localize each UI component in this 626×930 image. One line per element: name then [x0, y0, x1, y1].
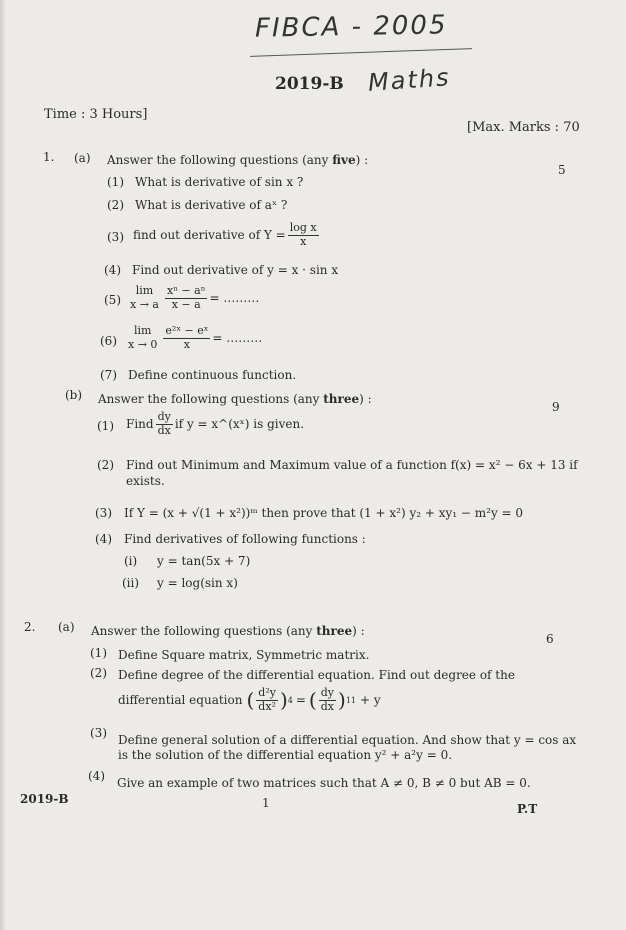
q1b-item-2-line2: exists. [126, 474, 165, 488]
q2a-item-2-num: (2) [90, 666, 107, 680]
q1a-item-2-num: (2) [107, 198, 124, 212]
q1a-item-5-num: (5) [104, 293, 121, 307]
q1b-sub-1-num: (i) [124, 554, 138, 568]
handwritten-code: FIBCA - 2005 [254, 10, 448, 44]
q1a-item-3-num: (3) [107, 230, 124, 244]
q1a-item-1-num: (1) [107, 175, 124, 189]
footer-paper-code: 2019-B [20, 792, 69, 806]
q1b-sub-2-text: y = log(sin x) [157, 576, 238, 590]
paper-code: 2019-B [275, 74, 344, 94]
q2a-item-1-text: Define Square matrix, Symmetric matrix. [118, 648, 370, 662]
q1a-item-7-num: (7) [100, 368, 117, 382]
q1a-item-6-expr: lim x → 0 $\frac{\text{e²ˣ − eˣ}}{x}$ = ……… [128, 324, 263, 352]
q1b-item-4-num: (4) [95, 532, 112, 546]
q1b-item-2-num: (2) [97, 458, 114, 472]
q1b-item-3-text: If Y = (x + √(1 + x²))ᵐ then prove that (1 + x²) y₂ + xy₁ − m²y = 0 [124, 506, 524, 520]
q2a-label: (a) [58, 620, 75, 634]
q1b-item-4-text: Find derivatives of following functions : [124, 532, 366, 546]
q1a-marks: 5 [558, 163, 566, 177]
q1a-item-7-text: Define continuous function. [128, 368, 297, 382]
q1a-item-3-expr: find out derivative of Y = $\frac{\text{log x}}{x}$ [133, 221, 317, 248]
q1b-item-1-num: (1) [97, 419, 114, 433]
q1b-item-2-line1: Find out Minimum and Maximum value of a function f(x) = x² − 6x + 13 if [126, 458, 578, 472]
q2a-prompt: Answer the following questions (any three) : [91, 624, 365, 638]
q2a-item-4-num: (4) [88, 769, 105, 783]
q1b-marks: 9 [552, 400, 560, 414]
q1a-item-1-text: What is derivative of sin x ? [135, 175, 304, 189]
q1a-item-4-num: (4) [104, 263, 121, 277]
pto-label: P.T [517, 802, 538, 816]
q1a-item-4-text: Find out derivative of y = x · sin x [132, 263, 339, 277]
q2a-item-3-line1: Define general solution of a differential equation. And show that y = cos ax [118, 733, 577, 747]
q1-number: 1. [43, 150, 55, 164]
q1b-sub-2-num: (ii) [122, 576, 140, 590]
q2a-item-2-expr: differential equation ( $\frac{\text{d²y}}{\text{dx²}}$ ) 4 = ( $\frac{dy}{dx}$ ) 11 + y [118, 686, 381, 713]
page-number: 1 [262, 796, 270, 810]
q2a-item-3-num: (3) [90, 726, 107, 740]
q1b-sub-1-text: y = tan(5x + 7) [157, 554, 251, 568]
max-marks: [Max. Marks : 70 [467, 120, 580, 135]
q2a-item-1-num: (1) [90, 646, 107, 660]
q1a-item-2-text: What is derivative of aˣ ? [135, 198, 288, 212]
q1b-prompt: Answer the following questions (any three) : [98, 392, 372, 406]
fraction: $\frac{\text{log x}}{x}$ [289, 221, 317, 248]
q1a-item-6-num: (6) [100, 334, 117, 348]
time-label: Time : 3 Hours] [44, 107, 148, 122]
q2a-marks: 6 [546, 632, 554, 646]
q1b-label: (b) [65, 388, 83, 402]
q2a-item-3-line2: is the solution of the differential equation y² + a²y = 0. [118, 748, 453, 762]
handwritten-underline [250, 48, 472, 57]
q1a-prompt: Answer the following questions (any five) : [107, 153, 369, 167]
q1a-item-5-expr: lim x → a $\frac{\text{xⁿ − aⁿ}}{x - a}$ = ……… [130, 284, 260, 312]
handwritten-subject: Maths [367, 63, 452, 97]
q1b-item-3-num: (3) [95, 506, 112, 520]
q1b-item-1-expr: Find $\frac{dy}{dx}$ if y = x^(xˣ) is given. [126, 410, 305, 437]
q2a-item-2-line1: Define degree of the differential equation. Find out degree of the [118, 668, 515, 682]
scan-edge [0, 0, 6, 930]
q1a-label: (a) [74, 151, 91, 165]
q2a-item-4-text: Give an example of two matrices such that A ≠ 0, B ≠ 0 but AB = 0. [117, 776, 531, 790]
q2-number: 2. [24, 620, 36, 634]
